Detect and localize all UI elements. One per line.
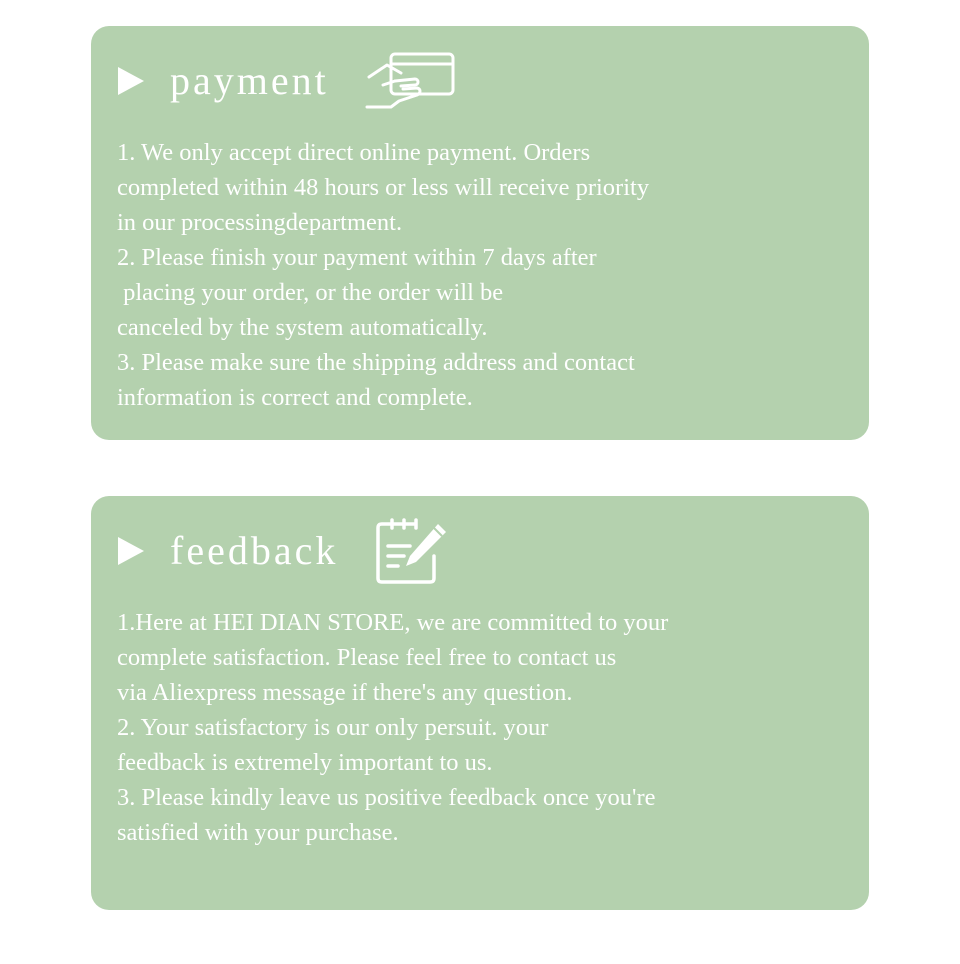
play-arrow-icon (118, 67, 144, 95)
payment-text (117, 135, 649, 415)
payment-line: placing your order, or the order will be (117, 279, 504, 306)
payment-line: information is correct and complete. (117, 384, 473, 411)
payment-line: in our processingdepartment. (117, 209, 403, 236)
feedback-header (118, 516, 450, 586)
credit-card-hand-icon (365, 51, 457, 111)
payment-line: canceled by the system automatically. (117, 314, 488, 341)
feedback-line: via Aliexpress message if there's any question. (117, 679, 573, 706)
feedback-text (117, 605, 668, 850)
payment-line: 1. We only accept direct online payment. Orders (117, 139, 591, 166)
payment-line: 3. Please make sure the shipping address and contact (117, 349, 635, 376)
feedback-title: feedback (170, 528, 339, 573)
feedback-line: 3. Please kindly leave us positive feedback once you're (117, 784, 656, 811)
payment-line: 2. Please finish your payment within 7 days after (117, 244, 597, 271)
payment-line: completed within 48 hours or less will receive priority (117, 174, 650, 201)
feedback-line: 1.Here at HEI DIAN STORE, we are committed to your (117, 609, 669, 636)
payment-header (118, 46, 457, 116)
feedback-card (91, 496, 869, 910)
feedback-line: complete satisfaction. Please feel free to contact us (117, 644, 617, 671)
feedback-line: satisfied with your purchase. (117, 819, 399, 846)
feedback-line: feedback is extremely important to us. (117, 749, 493, 776)
feedback-line: 2. Your satisfactory is our only persuit. your (117, 714, 549, 741)
notepad-pencil-icon (374, 518, 450, 584)
play-arrow-icon (118, 537, 144, 565)
payment-card (91, 26, 869, 440)
payment-title: payment (170, 58, 329, 103)
